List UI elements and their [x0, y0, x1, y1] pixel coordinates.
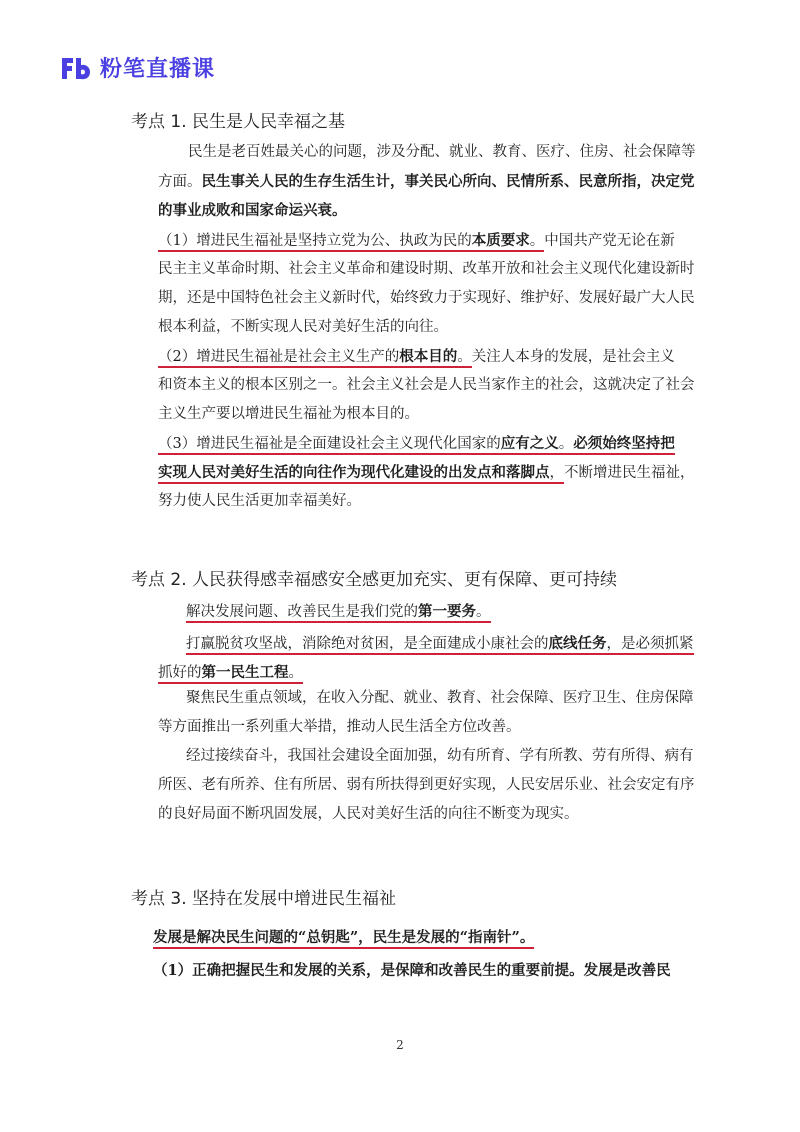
text-run: 解决发展问题、改善民生是我们党的: [186, 604, 418, 620]
text-line: [158, 658, 688, 687]
underlined-text: [158, 349, 472, 368]
bold-text: 第一民生工程: [201, 664, 289, 681]
bold-text: 底线任务: [548, 635, 607, 652]
bold-text: 民生事关人民的生存生活生计，事关民心所向、民情所系、民意所指，决定党: [201, 173, 695, 190]
text-run: 打赢脱贫攻坚战，消除绝对贫困，是全面建成小康社会的: [186, 636, 549, 652]
section-2-heading: 考点 2. 人民获得感幸福感安全感更加充实、更有保障、更可持续: [131, 570, 618, 590]
text-run: （2）增进民生福祉是社会主义生产的: [158, 349, 400, 365]
text-line: [158, 226, 688, 255]
text-run: 方面。: [158, 174, 202, 190]
bold-text: 应有之义: [500, 435, 559, 452]
text-run: 关注人本身的发展，是社会主义: [471, 349, 675, 365]
text-line: [158, 629, 694, 658]
text-line: [158, 167, 695, 196]
text-line: 等方面推出一系列重大举措，推动人民生活全方位改善。: [158, 719, 521, 735]
text-line: 努力使人民生活更加幸福美好。: [158, 493, 361, 509]
text-line: [158, 429, 688, 458]
text-run: 抓好的: [158, 665, 202, 681]
text-line: 的良好局面不断巩固发展，人民对美好生活的向往不断变为现实。: [158, 806, 579, 822]
bold-text-line: （1）正确把握民生和发展的关系，是保障和改善民生的重要前提。发展是改善民: [153, 962, 671, 979]
section-2-paragraph-1: [158, 597, 688, 626]
text-line: 和资本主义的根本区别之一。社会主义社会是人民当家作主的社会，这就决定了社会: [158, 377, 695, 393]
brand-logo: [58, 52, 215, 83]
text-line: 民主主义革命时期、社会主义革命和建设时期、改革开放和社会主义现代化建设新时: [158, 261, 695, 277]
bold-text: 本质要求: [471, 232, 530, 249]
section-2-paragraph-4: [158, 742, 695, 829]
section-1-paragraph-3: [158, 342, 695, 429]
section-1-heading: 考点 1. 民生是人民幸福之基: [131, 112, 346, 132]
text-run: 。: [476, 604, 491, 620]
underlined-text: [186, 604, 491, 623]
section-2-paragraph-3: [158, 684, 694, 742]
text-run: 不断增进民生福祉，: [564, 465, 695, 481]
text-run: ，: [549, 465, 564, 481]
section-3-heading: 考点 3. 坚持在发展中增进民生福祉: [131, 889, 397, 909]
underlined-text: [186, 636, 694, 655]
text-line: 根本利益，不断实现人民对美好生活的向往。: [158, 319, 448, 335]
text-run: 。: [288, 665, 303, 681]
text-run: 中国共产党无论在新: [544, 233, 675, 249]
underlined-text: [158, 665, 303, 684]
section-3-paragraph-2: [153, 956, 713, 985]
underlined-bold-text: 发展是解决民生问题的“总钥匙”，民生是发展的“指南针”。: [153, 929, 534, 949]
section-1-paragraph-2: [158, 226, 695, 342]
section-1-paragraph-1: [158, 138, 696, 225]
text-line: 期，还是中国特色社会主义新时代，始终致力于实现好、维护好、发展好最广大人民: [158, 290, 695, 306]
bold-text-line: 的事业成败和国家命运兴衰。: [158, 202, 347, 219]
brand-name: 粉笔直播课: [100, 57, 216, 82]
underlined-text: [158, 436, 675, 455]
page-number: 2: [396, 1038, 404, 1052]
text-run: （1）增进民生福祉是坚持立党为公、执政为民的: [158, 233, 472, 249]
text-line: 民生是老百姓最关心的问题，涉及分配、就业、教育、医疗、住房、社会保障等: [188, 144, 696, 160]
text-line: [158, 342, 688, 371]
text-run: 。: [529, 233, 545, 249]
bold-text: 实现人民对美好生活的向往作为现代化建设的出发点和落脚点: [158, 464, 550, 481]
bold-text: 根本目的: [399, 348, 458, 365]
underlined-text: [158, 465, 564, 484]
text-line: [158, 458, 695, 487]
text-run: 。: [558, 436, 574, 452]
text-line: 经过接续奋斗，我国社会建设全面加强，幼有所育、学有所教、劳有所得、病有: [186, 748, 694, 764]
text-line: 聚焦民生重点领域，在收入分配、就业、教育、社会保障、医疗卫生、住房保障: [186, 690, 694, 706]
text-run: ，是必须抓紧: [606, 636, 694, 652]
text-run: （3）增进民生福祉是全面建设社会主义现代化国家的: [158, 436, 501, 452]
section-1-paragraph-4: [158, 429, 695, 516]
text-line: 所医、老有所养、住有所居、弱有所扶得到更好实现，人民安居乐业、社会安定有序: [158, 777, 695, 793]
text-line: [158, 597, 688, 626]
fb-logo-icon: [58, 54, 92, 82]
text-line: [153, 923, 713, 952]
section-3-paragraph-1: [153, 923, 713, 952]
section-2-paragraph-2: [158, 629, 694, 687]
bold-text: 必须始终坚持把: [573, 435, 675, 452]
text-line: 主义生产要以增进民生福祉为根本目的。: [158, 406, 419, 422]
bold-text: 第一要务: [418, 603, 476, 620]
underlined-text: [158, 233, 544, 252]
text-run: 。: [457, 349, 472, 365]
